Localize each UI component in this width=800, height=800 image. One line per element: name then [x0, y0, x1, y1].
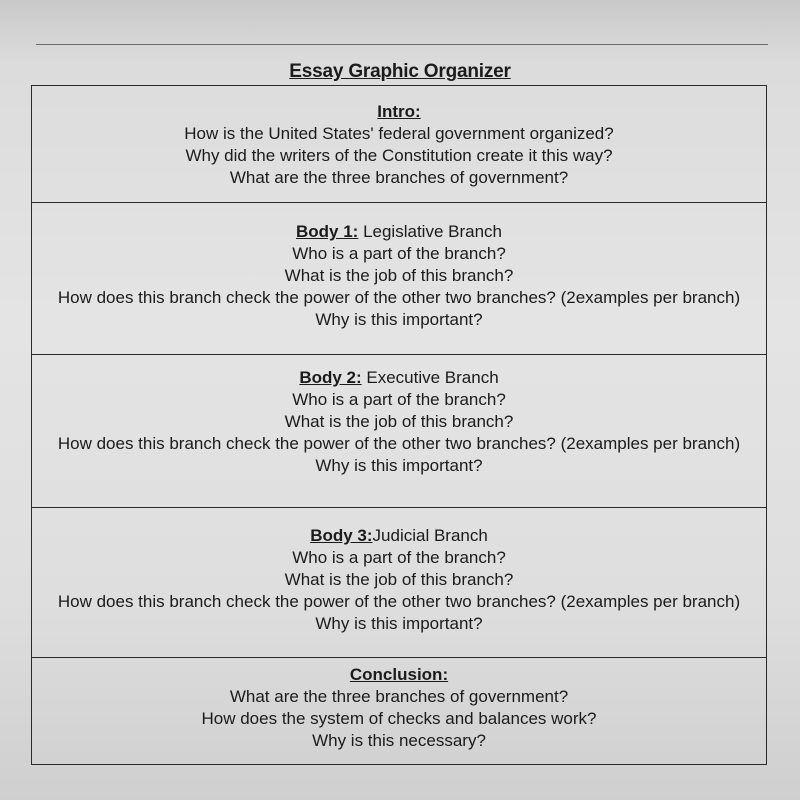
- body3-subtitle: Judicial Branch: [372, 526, 488, 545]
- body3-question-1: Who is a part of the branch?: [292, 548, 506, 567]
- document-title: Essay Graphic Organizer: [289, 61, 511, 82]
- intro-question-3: What are the three branches of government?: [229, 168, 569, 187]
- body2-question-3: How does this branch check the power of the other two branches? (2examples per branch): [57, 434, 741, 453]
- intro-question-2: Why did the writers of the Constitution create it this way?: [185, 146, 613, 165]
- section-body-3: [32, 508, 766, 658]
- section-intro: [32, 86, 766, 203]
- body3-question-3: How does this branch check the power of the other two branches? (2examples per branch): [57, 592, 741, 611]
- section-body-1: [32, 203, 766, 355]
- body3-question-4: Why is this important?: [315, 614, 483, 633]
- body1-question-1: Who is a part of the branch?: [292, 244, 506, 263]
- body3-heading: Body 3:: [310, 526, 373, 545]
- body2-question-2: What is the job of this branch?: [284, 412, 514, 431]
- organizer-table: [31, 85, 767, 765]
- body2-heading: Body 2:: [299, 368, 362, 387]
- intro-question-1: How is the United States' federal government organized?: [184, 124, 614, 143]
- body2-question-1: Who is a part of the branch?: [292, 390, 506, 409]
- section-heading: [32, 101, 766, 123]
- section-heading: [32, 221, 766, 243]
- section-conclusion: [32, 658, 766, 764]
- intro-heading: Intro:: [377, 102, 421, 121]
- body1-question-4: Why is this important?: [315, 310, 483, 329]
- body2-subtitle: Executive Branch: [361, 368, 499, 387]
- body2-question-4: Why is this important?: [315, 456, 483, 475]
- top-rule: [36, 44, 768, 45]
- section-heading: [32, 664, 766, 686]
- body1-question-2: What is the job of this branch?: [284, 266, 514, 285]
- conclusion-question-1: What are the three branches of government?: [229, 687, 569, 706]
- conclusion-question-3: Why is this necessary?: [312, 731, 486, 750]
- body3-question-2: What is the job of this branch?: [284, 570, 514, 589]
- conclusion-heading: Conclusion:: [349, 665, 449, 684]
- section-body-2: [32, 355, 766, 508]
- conclusion-question-2: How does the system of checks and balances work?: [201, 709, 597, 728]
- body1-heading: Body 1:: [296, 222, 359, 241]
- body1-question-3: How does this branch check the power of the other two branches? (2examples per branch): [57, 288, 741, 307]
- body1-subtitle: Legislative Branch: [358, 222, 502, 241]
- section-heading: [32, 525, 766, 547]
- section-heading: [32, 367, 766, 389]
